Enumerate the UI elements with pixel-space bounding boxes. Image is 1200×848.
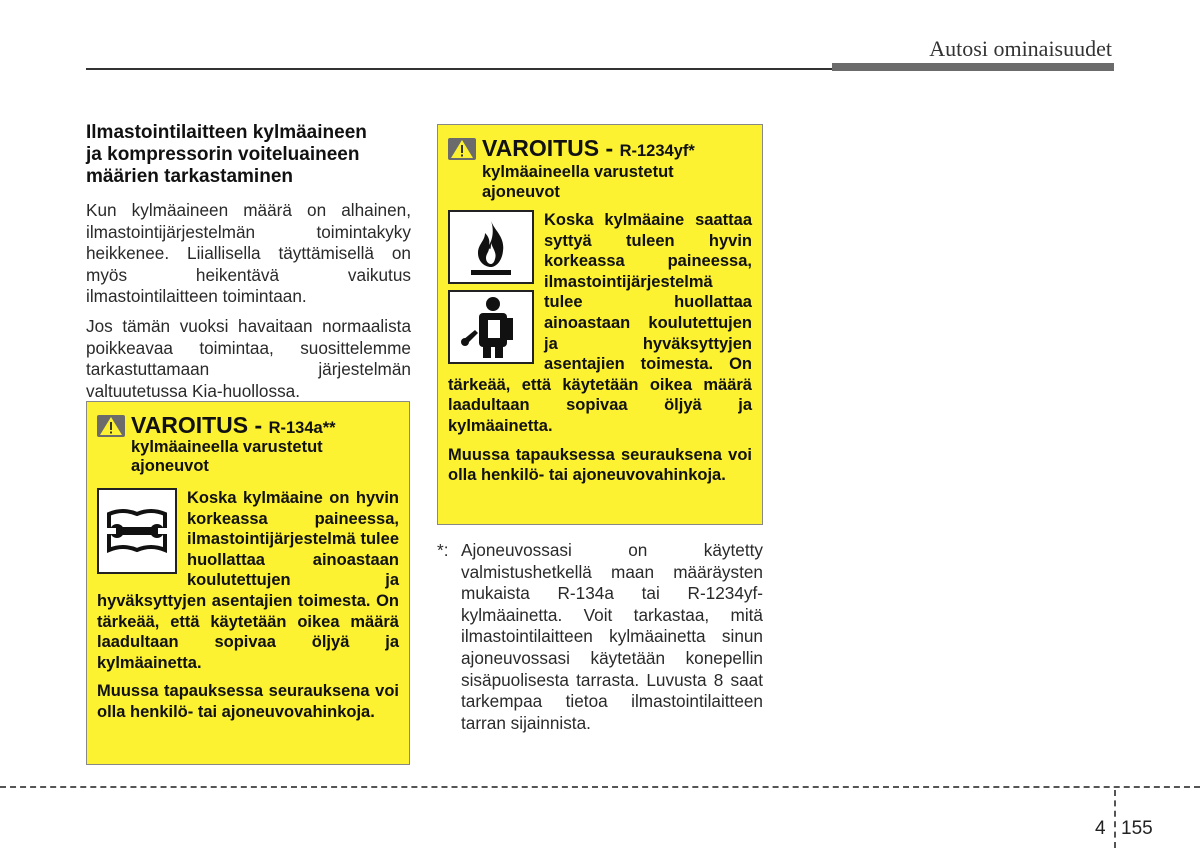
warning-suffix: R-134a** kylmäaineella varustetut ajoneuvot <box>131 419 336 475</box>
page-chapter: 4 <box>1095 818 1106 839</box>
warning-box-r134a <box>86 401 410 765</box>
header-rule-thick <box>832 63 1114 71</box>
left-column <box>86 122 411 410</box>
heading-line: määrien tarkastaminen <box>86 166 293 187</box>
heading-line: Ilmastointilaitteen kylmäaineen <box>86 122 367 143</box>
warning-word: VAROITUS - <box>131 412 269 438</box>
warning-title <box>482 135 695 161</box>
warning-text: Koska kylmäaine on hyvin korkeassa paineessa, ilmastointijärjestelmä tulee huollattaa ainoastaan koulutettujen ja hyväksyttyjen asentajien toimesta. On tärkeää, että käytetään oikea määrä laadultaan sopivaa öljyä ja kylmäainetta. <box>97 489 399 672</box>
paragraph: Jos tämän vuoksi havaitaan normaalista poikkeavaa toimintaa, suosittelemme tarkastuttamaan järjestelmän valtuutetussa Kia-huollossa. <box>86 315 411 401</box>
warning-box-r1234yf <box>437 124 763 525</box>
footnote-mark: *: <box>437 540 449 560</box>
service-manual-wrench-icon <box>97 488 177 574</box>
warning-body <box>448 210 752 486</box>
warning-title <box>131 412 399 476</box>
warning-header <box>97 412 399 476</box>
warning-word: VAROITUS - <box>482 135 620 161</box>
header-rule <box>86 68 832 70</box>
warning-text: Koska kylmäaine saattaa syttyä tuleen hyvin korkeassa paineessa, ilmastointijärjestelmä tulee huollattaa ainoastaan koulutettujen ja hyväksyttyjen asentajien toimesta. On tärkeää, että käytetään oikea määrä laadultaan sopivaa öljyä ja kylmäainetta. <box>448 211 752 435</box>
warning-subtitle: kylmäaineella varustetut ajoneuvot <box>482 163 674 201</box>
warning-icons <box>448 210 534 364</box>
page-number-divider <box>1114 790 1116 848</box>
warning-triangle-icon <box>448 138 476 160</box>
heading-line: ja kompressorin voiteluaineen <box>86 144 360 165</box>
footer-divider <box>0 786 1200 788</box>
warning-body <box>97 488 399 723</box>
warning-triangle-icon <box>97 415 125 437</box>
paragraph: Kun kylmäaineen määrä on alhainen, ilmastointijärjestelmän toimintakyky heikkenee. Liiallisella täyttämisellä on myös heikentävä vaikutus ilmastointilaitteen toimintaan. <box>86 200 411 307</box>
section-heading <box>86 122 411 188</box>
footnote-text: Ajoneuvossasi on käytetty valmistushetkellä maan määräysten mukaista R-134a tai R-1234yf-kylmäainetta. Voit tarkastaa, mitä ilmastointilaitteen kylmäainetta sinun ajoneuvossasi käytetään konepellin sisäpuolisesta tarrasta. Luvusta 8 saat tarkempaa tietoa ilmastointilaitteen tarran sijainnista. <box>461 540 763 733</box>
technician-icon <box>448 290 534 364</box>
page-number: 155 <box>1121 818 1153 839</box>
warning-text-2: Muussa tapauksessa seurauksena voi olla henkilö- tai ajoneuvovahinkoja. <box>448 445 752 485</box>
page-header-title: Autosi ominaisuudet <box>929 36 1112 61</box>
warning-suffix: R-1234yf* <box>619 142 695 160</box>
warning-text-2: Muussa tapauksessa seurauksena voi olla henkilö- tai ajoneuvovahinkoja. <box>97 682 399 721</box>
warning-header <box>448 135 752 161</box>
flammable-icon <box>448 210 534 284</box>
footnote <box>437 540 763 734</box>
